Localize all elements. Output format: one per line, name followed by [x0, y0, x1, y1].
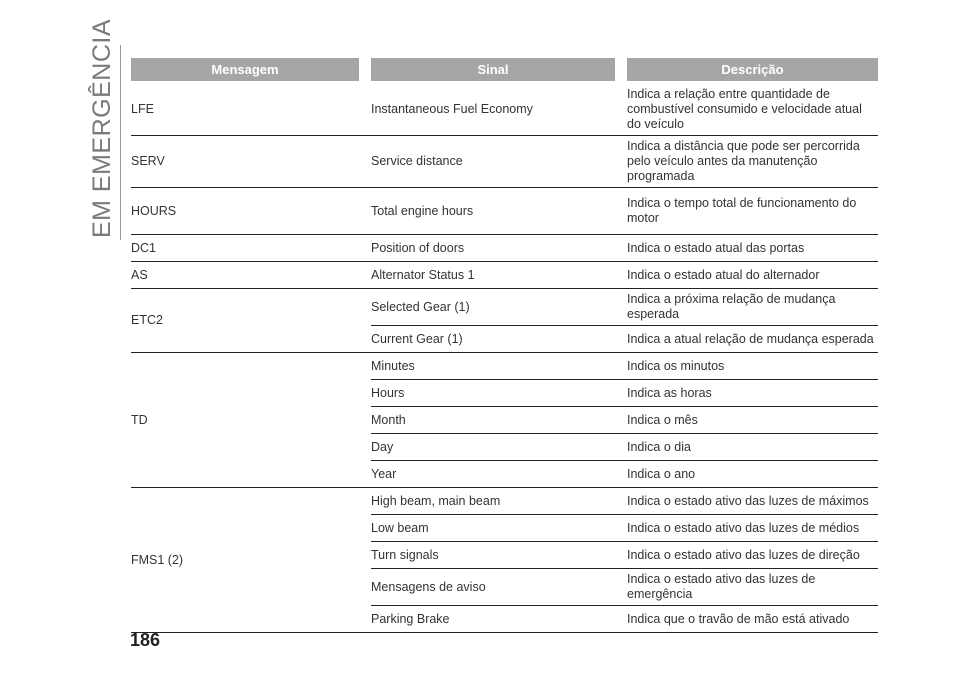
table-row [131, 188, 878, 235]
cell-message: ETC2 [131, 289, 371, 353]
message-table [131, 58, 878, 633]
cell-signal: Instantaneous Fuel Economy [371, 84, 627, 136]
cell-signal: Current Gear (1) [371, 326, 627, 353]
page-number: 186 [130, 630, 161, 650]
cell-description: Indica o estado atual das portas [627, 235, 878, 262]
section-title [84, 18, 120, 238]
cell-description: Indica o tempo total de funcionamento do motor [627, 188, 878, 235]
cell-description: Indica o dia [627, 434, 878, 461]
cell-description: Indica o estado ativo das luzes de emergência [627, 569, 878, 606]
cell-message: DC1 [131, 235, 371, 262]
cell-signal: Parking Brake [371, 606, 627, 633]
cell-signal: Month [371, 407, 627, 434]
cell-signal: Day [371, 434, 627, 461]
table-row [131, 353, 878, 380]
cell-message: HOURS [131, 188, 371, 235]
cell-signal: Hours [371, 380, 627, 407]
cell-description: Indica que o travão de mão está ativado [627, 606, 878, 633]
cell-signal: Minutes [371, 353, 627, 380]
header-description: Descrição [627, 58, 878, 84]
cell-description: Indica a próxima relação de mudança esperada [627, 289, 878, 326]
cell-message: LFE [131, 84, 371, 136]
table-row [131, 488, 878, 515]
table-row [131, 136, 878, 188]
cell-description: Indica o estado ativo das luzes de direção [627, 542, 878, 569]
cell-signal: Mensagens de aviso [371, 569, 627, 606]
cell-signal: Alternator Status 1 [371, 262, 627, 289]
cell-description: Indica o mês [627, 407, 878, 434]
cell-description: Indica as horas [627, 380, 878, 407]
cell-description: Indica o ano [627, 461, 878, 488]
cell-description: Indica o estado ativo das luzes de máximos [627, 488, 878, 515]
cell-message: TD [131, 353, 371, 488]
table-header-row [131, 58, 878, 84]
cell-description: Indica o estado atual do alternador [627, 262, 878, 289]
cell-description: Indica o estado ativo das luzes de médios [627, 515, 878, 542]
header-signal: Sinal [371, 58, 627, 84]
cell-description: Indica a distância que pode ser percorrida pelo veículo antes da manutenção programada [627, 136, 878, 188]
cell-signal: Turn signals [371, 542, 627, 569]
cell-message: SERV [131, 136, 371, 188]
cell-signal: Service distance [371, 136, 627, 188]
table-row [131, 84, 878, 136]
cell-description: Indica os minutos [627, 353, 878, 380]
cell-signal: Low beam [371, 515, 627, 542]
cell-description: Indica a atual relação de mudança esperada [627, 326, 878, 353]
cell-description: Indica a relação entre quantidade de combustível consumido e velocidade atual do veículo [627, 84, 878, 136]
cell-signal: Year [371, 461, 627, 488]
table-row [131, 235, 878, 262]
cell-signal: Position of doors [371, 235, 627, 262]
cell-signal: High beam, main beam [371, 488, 627, 515]
section-divider [120, 45, 121, 240]
cell-signal: Total engine hours [371, 188, 627, 235]
table-row [131, 262, 878, 289]
cell-message: FMS1 (2) [131, 488, 371, 633]
section-title-text: EM EMERGÊNCIA [87, 18, 116, 238]
header-message: Mensagem [131, 58, 371, 84]
cell-signal: Selected Gear (1) [371, 289, 627, 326]
table-row [131, 289, 878, 326]
cell-message: AS [131, 262, 371, 289]
